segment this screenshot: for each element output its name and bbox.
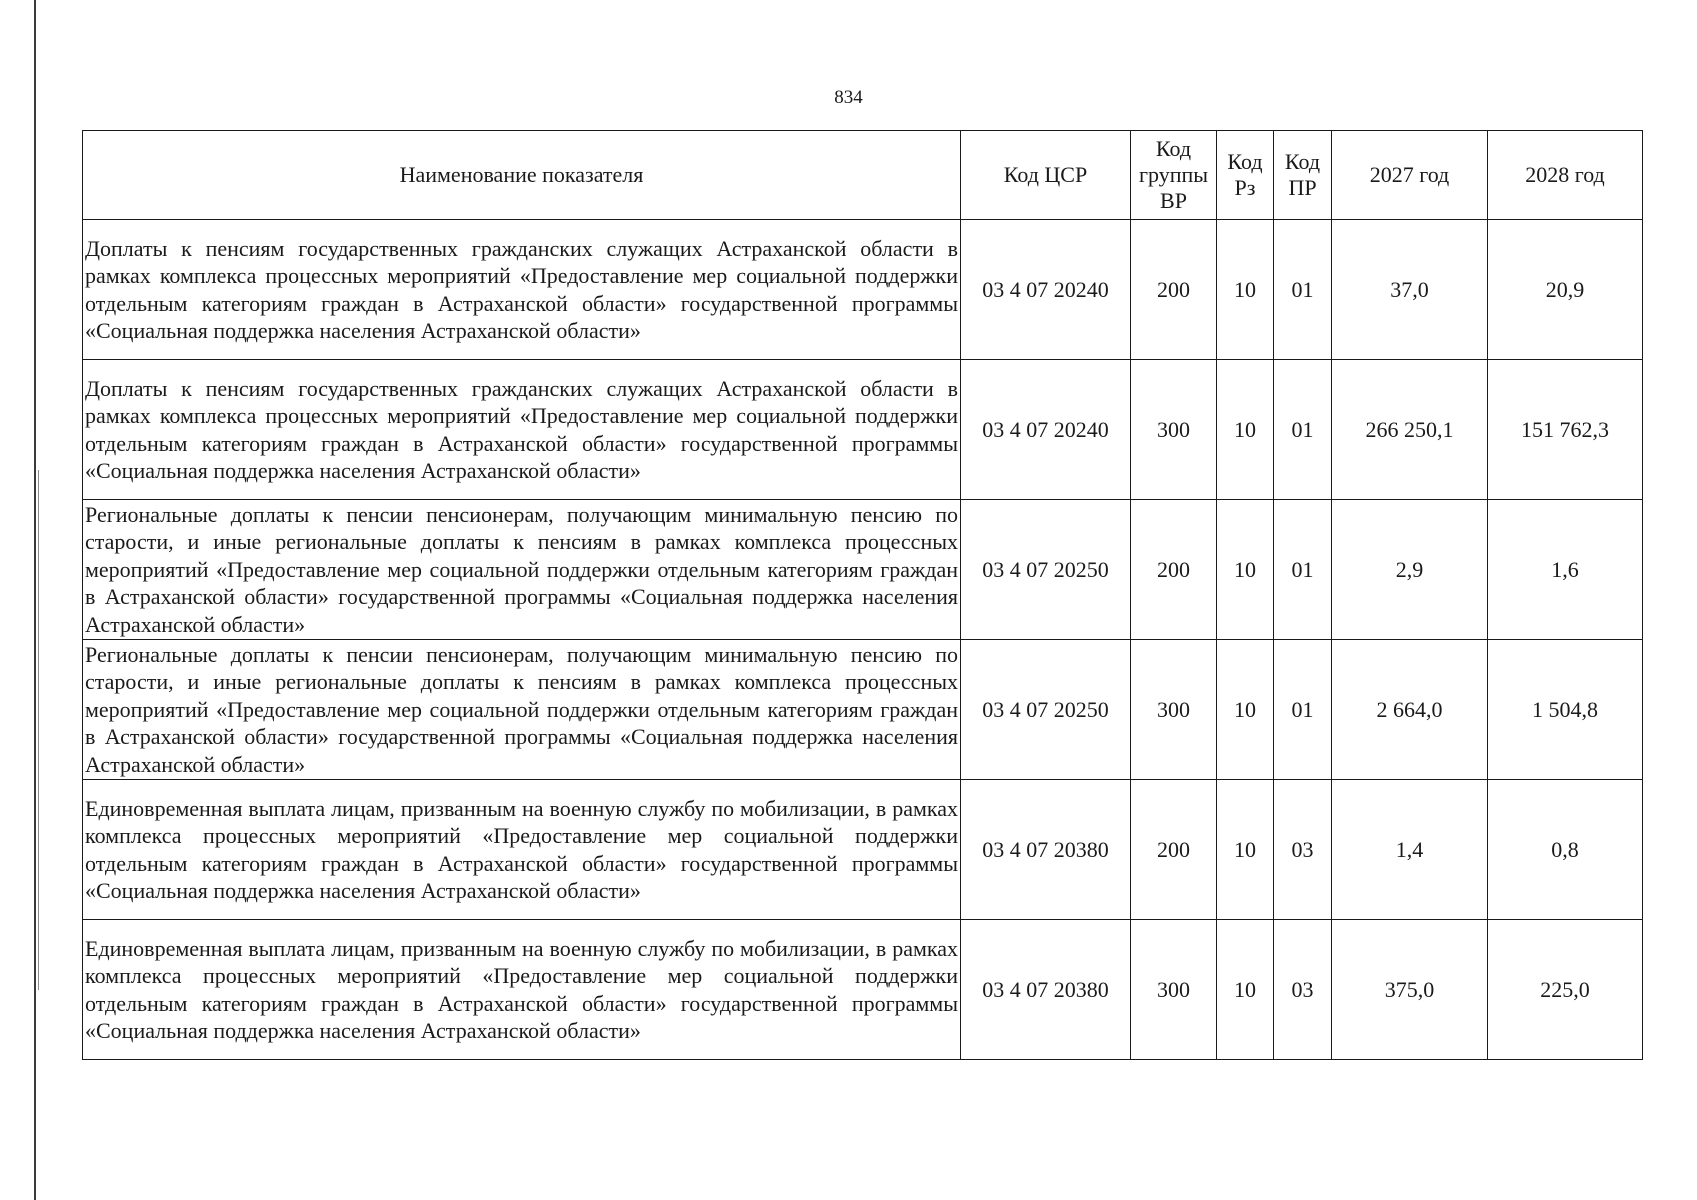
cell-code-vr: 200 [1131, 500, 1217, 640]
cell-value-2027: 2 664,0 [1332, 640, 1488, 780]
cell-value-2028: 1,6 [1488, 500, 1643, 640]
binding-margin-line-secondary [38, 470, 39, 990]
cell-value-2028: 1 504,8 [1488, 640, 1643, 780]
cell-name: Единовременная выплата лицам, призванным на военную службу по мобилизации, в рамках комплекса процессных мероприятий «Предоставление мер социальной поддержки отдельным категориям граждан в Астраханской области» государственной программы «Социальная поддержка населения Астраханской области» [83, 920, 961, 1060]
cell-code-rz: 10 [1217, 920, 1274, 1060]
cell-code-vr: 300 [1131, 920, 1217, 1060]
cell-code-rz: 10 [1217, 500, 1274, 640]
cell-value-2028: 151 762,3 [1488, 360, 1643, 500]
budget-table [82, 130, 1643, 1060]
cell-code-rz: 10 [1217, 220, 1274, 360]
table-row [83, 780, 1643, 920]
cell-code-pr: 03 [1274, 780, 1332, 920]
page-number: 834 [834, 87, 863, 108]
cell-value-2027: 266 250,1 [1332, 360, 1488, 500]
cell-value-2027: 37,0 [1332, 220, 1488, 360]
header-code-rz: Код Рз [1217, 131, 1274, 220]
table-row [83, 640, 1643, 780]
cell-code-pr: 03 [1274, 920, 1332, 1060]
cell-code-pr: 01 [1274, 360, 1332, 500]
header-code-pr: Код ПР [1274, 131, 1332, 220]
table-row [83, 500, 1643, 640]
cell-code-vr: 200 [1131, 220, 1217, 360]
cell-code-rz: 10 [1217, 640, 1274, 780]
cell-code-rz: 10 [1217, 360, 1274, 500]
header-code-vr: Код группы ВР [1131, 131, 1217, 220]
cell-code-csr: 03 4 07 20240 [961, 220, 1131, 360]
cell-value-2028: 225,0 [1488, 920, 1643, 1060]
cell-value-2027: 2,9 [1332, 500, 1488, 640]
cell-code-csr: 03 4 07 20250 [961, 640, 1131, 780]
cell-code-rz: 10 [1217, 780, 1274, 920]
table-row [83, 360, 1643, 500]
cell-value-2028: 20,9 [1488, 220, 1643, 360]
header-year-2028: 2028 год [1488, 131, 1643, 220]
cell-code-pr: 01 [1274, 640, 1332, 780]
cell-code-vr: 300 [1131, 360, 1217, 500]
cell-code-pr: 01 [1274, 500, 1332, 640]
cell-value-2027: 375,0 [1332, 920, 1488, 1060]
cell-code-csr: 03 4 07 20250 [961, 500, 1131, 640]
cell-code-csr: 03 4 07 20380 [961, 920, 1131, 1060]
table-header [83, 131, 1643, 220]
cell-name: Региональные доплаты к пенсии пенсионерам, получающим минимальную пенсию по старости, и иные региональные доплаты к пенсиям в рамках комплекса процессных мероприятий «Предоставление мер социальной поддержки отдельным категориям граждан в Астраханской области» государственной программы «Социальная поддержка населения Астраханской области» [83, 640, 961, 780]
table-body [83, 220, 1643, 1060]
binding-margin-line [34, 0, 36, 1200]
header-code-csr: Код ЦСР [961, 131, 1131, 220]
header-name: Наименование показателя [83, 131, 961, 220]
cell-name: Доплаты к пенсиям государственных гражданских служащих Астраханской области в рамках комплекса процессных мероприятий «Предоставление мер социальной поддержки отдельным категориям граждан в Астраханской области» государственной программы «Социальная поддержка населения Астраханской области» [83, 360, 961, 500]
cell-code-csr: 03 4 07 20380 [961, 780, 1131, 920]
cell-value-2027: 1,4 [1332, 780, 1488, 920]
header-year-2027: 2027 год [1332, 131, 1488, 220]
table-row [83, 220, 1643, 360]
cell-code-pr: 01 [1274, 220, 1332, 360]
cell-value-2028: 0,8 [1488, 780, 1643, 920]
cell-code-vr: 200 [1131, 780, 1217, 920]
header-row [83, 131, 1643, 220]
cell-code-csr: 03 4 07 20240 [961, 360, 1131, 500]
cell-name: Единовременная выплата лицам, призванным на военную службу по мобилизации, в рамках комплекса процессных мероприятий «Предоставление мер социальной поддержки отдельным категориям граждан в Астраханской области» государственной программы «Социальная поддержка населения Астраханской области» [83, 780, 961, 920]
cell-name: Доплаты к пенсиям государственных гражданских служащих Астраханской области в рамках комплекса процессных мероприятий «Предоставление мер социальной поддержки отдельным категориям граждан в Астраханской области» государственной программы «Социальная поддержка населения Астраханской области» [83, 220, 961, 360]
cell-code-vr: 300 [1131, 640, 1217, 780]
cell-name: Региональные доплаты к пенсии пенсионерам, получающим минимальную пенсию по старости, и иные региональные доплаты к пенсиям в рамках комплекса процессных мероприятий «Предоставление мер социальной поддержки отдельным категориям граждан в Астраханской области» государственной программы «Социальная поддержка населения Астраханской области» [83, 500, 961, 640]
table-row [83, 920, 1643, 1060]
